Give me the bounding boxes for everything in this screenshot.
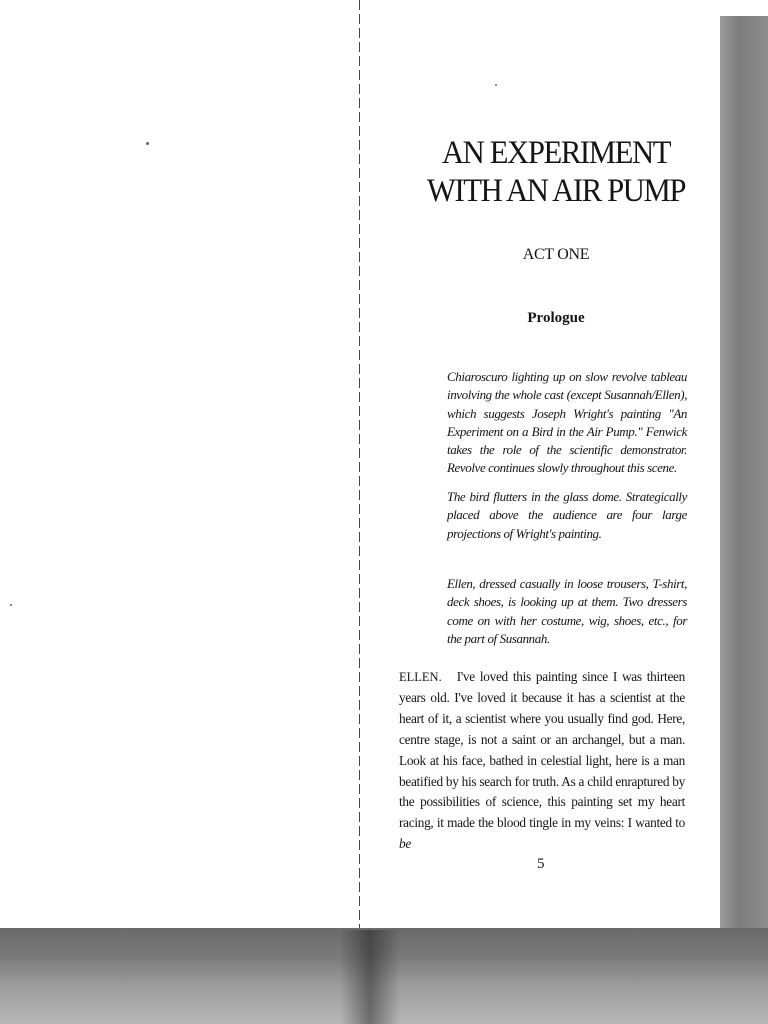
right-page: [361, 16, 720, 928]
speech-emphasis: be: [399, 836, 411, 852]
left-page: [0, 0, 359, 928]
scan-speck: [495, 84, 497, 86]
book-spine: [359, 0, 360, 928]
stage-direction: The bird flutters in the glass dome. Strategically placed above the audience are four large projections of Wright's painting.: [447, 489, 687, 541]
dialogue-paragraph: [399, 667, 685, 855]
speech-text: I've loved this painting since I was thirteen years old. I've loved it because it has a scientist at the heart of it, a scientist where you usually find god. Here, centre stage, is not a saint or an archangel, but a man. Look at his face, bathed in celestial light, here is a man beatified by his search for truth. As a child enraptured by the possibilities of science, this painting set my heart racing, it made the blood tingle in my veins: I wanted to: [399, 669, 685, 831]
scan-shadow-right: [720, 16, 768, 1024]
gutter-shadow: [340, 930, 400, 1024]
stage-direction: Ellen, dressed casually in loose trousers, T-shirt, deck shoes, is looking up at them. Two dressers come on with her costume, wig, shoes, etc., for the part of Susannah.: [447, 576, 687, 646]
play-title: AN EXPERIMENT WITH AN AIR PUMP: [426, 135, 686, 209]
scan-speck: [10, 604, 12, 606]
scan-speck: [146, 142, 149, 145]
speaker-name: ELLEN.: [399, 670, 442, 684]
page-number: 5: [537, 856, 545, 872]
scene-heading: Prologue: [527, 310, 585, 326]
act-heading: ACT ONE: [522, 246, 590, 263]
stage-direction: Chiaroscuro lighting up on slow revolve tableau involving the whole cast (except Susannah/Ellen), which suggests Joseph Wright's painting "An Experiment on a Bird in the Air Pump." Fenwick takes the role of the scientific demonstrator. Revolve continues slowly throughout this scene.: [447, 369, 687, 476]
